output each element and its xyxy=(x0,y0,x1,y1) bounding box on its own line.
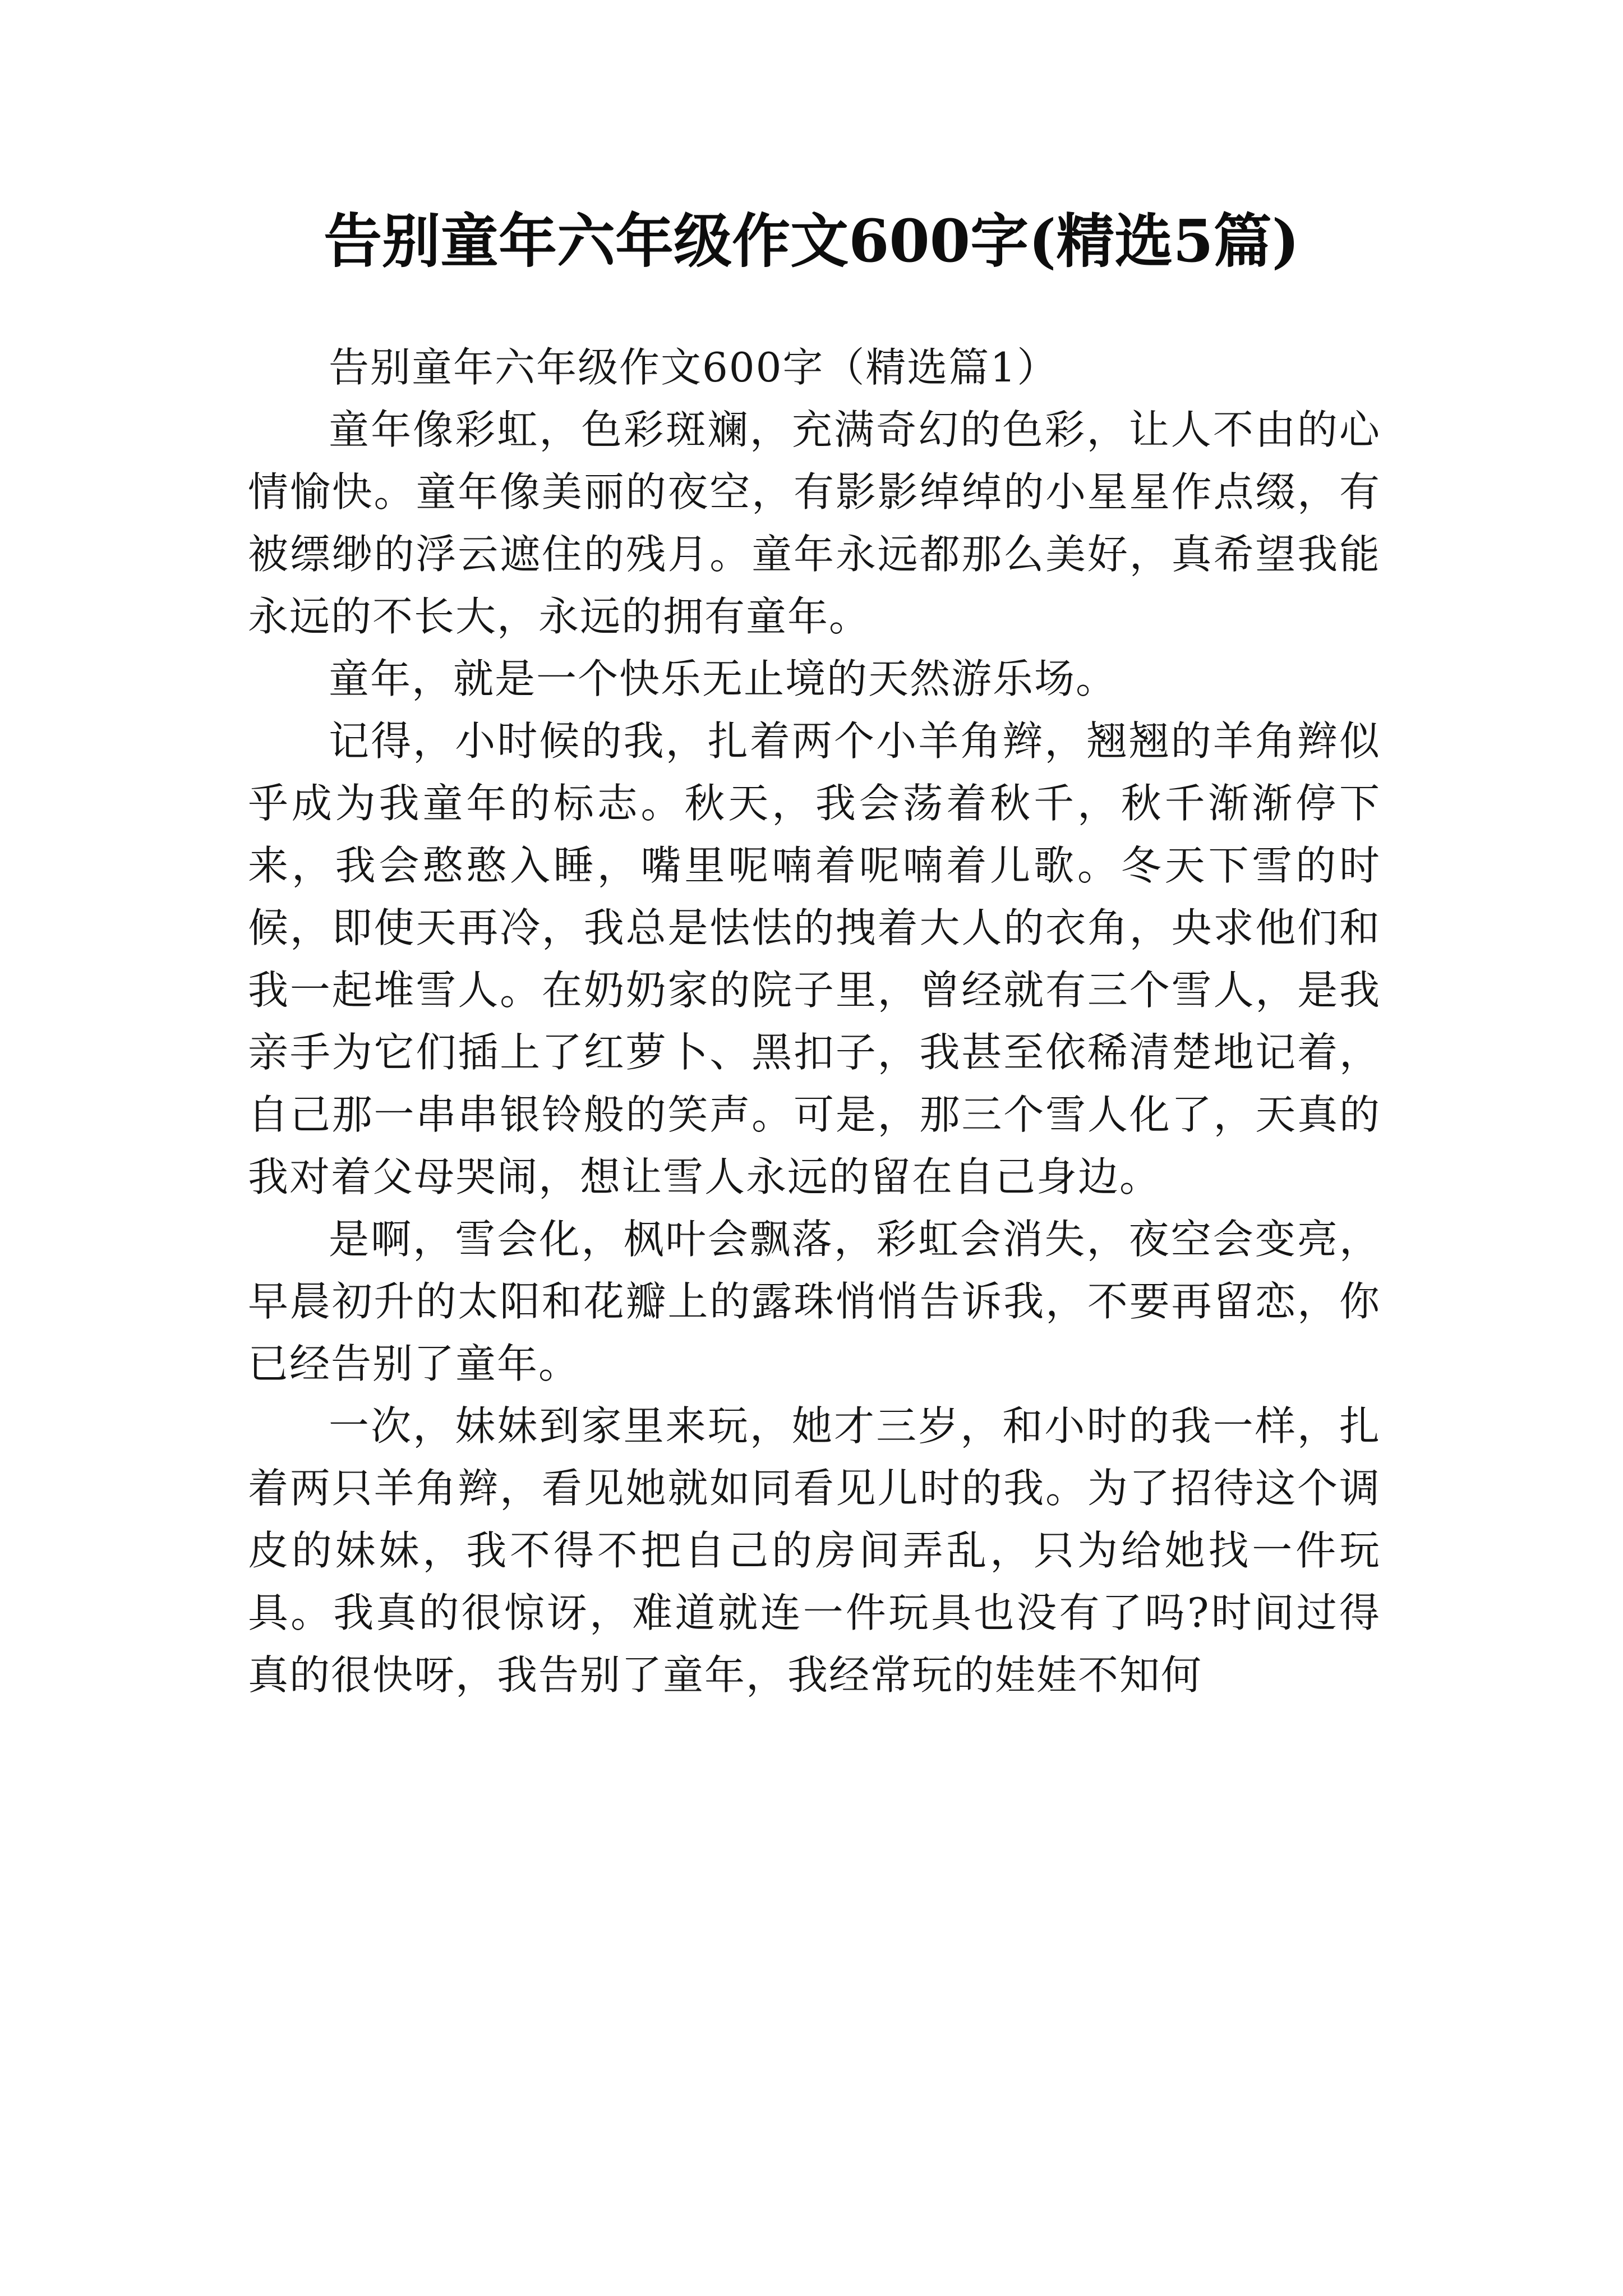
body-paragraph: 一次，妹妹到家里来玩，她才三岁，和小时的我一样，扎着两只羊角辫，看见她就如同看见儿时的我。为了招待这个调皮的妹妹，我不得不把自己的房间弄乱，只为给她找一件玩具。我真的很惊讶，难道就连一件玩具也没有了吗?时间过得真的很快呀，我告别了童年，我经常玩的娃娃不知何 xyxy=(248,1402,1381,1699)
document-title: 告别童年六年级作文600字(精选5篇) xyxy=(324,206,1299,275)
body-paragraph: 童年，就是一个快乐无止境的天然游乐场。 xyxy=(329,655,1118,702)
document-body xyxy=(248,337,1381,1706)
body-paragraph: 记得，小时候的我，扎着两个小羊角辫，翘翘的羊角辫似乎成为我童年的标志。秋天，我会荡着秋千，秋千渐渐停下来，我会憨憨入睡，嘴里呢喃着呢喃着儿歌。冬天下雪的时候，即使天再冷，我总是怯怯的拽着大人的衣角，央求他们和我一起堆雪人。在奶奶家的院子里，曾经就有三个雪人，是我亲手为它们插上了红萝卜、黑扣子，我甚至依稀清楚地记着，自己那一串串银铃般的笑声。可是，那三个雪人化了，天真的我对着父母哭闹，想让雪人永远的留在自己身边。 xyxy=(248,717,1381,1200)
body-paragraph: 童年像彩虹，色彩斑斓，充满奇幻的色彩，让人不由的心情愉快。童年像美丽的夜空，有影影绰绰的小星星作点缀，有被缥缈的浮云遮住的残月。童年永远都那么美好，真希望我能永远的不长大，永远的拥有童年。 xyxy=(248,406,1381,640)
section-heading: 告别童年六年级作文600字（精选篇1） xyxy=(329,344,1059,391)
body-paragraph: 是啊，雪会化，枫叶会飘落，彩虹会消失，夜空会变亮，早晨初升的太阳和花瓣上的露珠悄悄告诉我，不要再留恋，你已经告别了童年。 xyxy=(248,1216,1381,1387)
